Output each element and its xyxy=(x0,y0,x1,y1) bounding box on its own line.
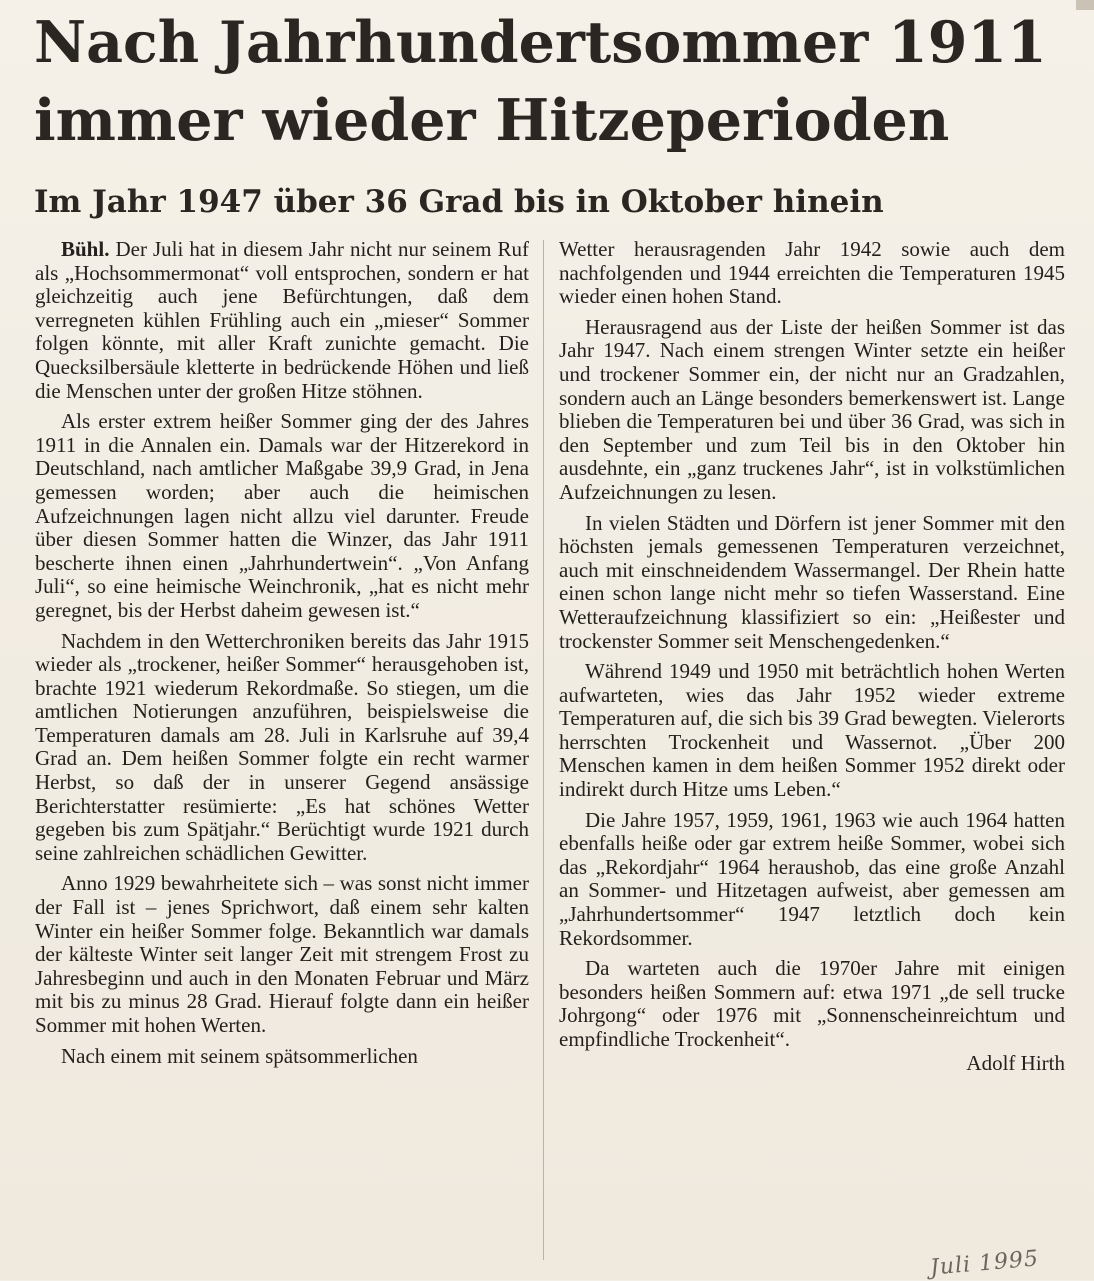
headline-line-2: immer wieder Hitzeperioden xyxy=(34,87,950,154)
headline xyxy=(34,4,1090,160)
paragraph-text: Der Juli hat in diesem Jahr nicht nur seinem Ruf als „Hochsommermonat“ voll entsprochen, sondern er hat gleichzeitig auch jene Befürchtungen, daß dem verregneten kühlen Frühling auch ein „mieser“ Sommer folgen könnte, mit aller Kraft zunichte gemacht. Die Quecksilbersäule kletterte in bedrückende Höhen und ließ die Menschen unter der großen Hitze stöhnen. xyxy=(35,237,529,403)
paragraph xyxy=(35,238,529,403)
paragraph: In vielen Städten und Dörfern ist jener Sommer mit den höchsten jemals gemessenen Temperaturen verzeichnet, auch mit einschneidendem Wassermangel. Der Rhein hatte einen schon lange nicht mehr so tiefen Wasserstand. Eine Wetteraufzeichnung klassifiziert so ein: „Heißester und trockenster Sommer seit Menschengedenken.“ xyxy=(559,510,1065,653)
left-column xyxy=(35,238,529,1068)
paragraph: Anno 1929 bewahrheitete sich – was sonst nicht immer der Fall ist – jenes Sprichwort, daß einem sehr kalten Winter ein heißer Sommer folge. Bekanntlich war damals der kälteste Winter seit langer Zeit mit strengem Frost zu Jahresbeginn und auch in den Monaten Februar und März mit bis zu minus 28 Grad. Hierauf folgte dann ein heißer Sommer mit hohen Werten. xyxy=(35,871,529,1037)
author-name: Adolf Hirth xyxy=(966,1050,1065,1075)
paragraph: Als erster extrem heißer Sommer ging der des Jahres 1911 in die Annalen ein. Damals war der Hitzerekord in Deutschland, nach amtlicher Maßgabe 39,9 Grad, in Jena gemessen worden; aber auch die heimischen Aufzeichnungen lagen nicht allzu viel darunter. Freude über diesen Sommer hatten die Winzer, das Jahr 1911 bescherte ihnen einen „Jahrhundertwein“. „Von Anfang Juli“, so eine heimische Weinchronik, „hat es nicht mehr geregnet, bis der Herbst daheim gewesen ist.“ xyxy=(35,409,529,622)
byline xyxy=(559,1052,1065,1076)
column-divider xyxy=(543,240,544,1260)
paragraph-continuation: Wetter herausragenden Jahr 1942 sowie auch dem nachfolgenden und 1944 erreichten die Temperaturen 1945 wieder einen hohen Stand. xyxy=(559,237,1065,309)
paragraph: Während 1949 und 1950 mit beträchtlich hohen Werten aufwarteten, wies das Jahr 1952 wieder extreme Temperaturen auf, die sich bis 39 Grad bewegten. Vielerorts herrschten Trockenheit und Wassernot. „Über 200 Menschen kamen in dem heißen Sommer 1952 direkt oder indirekt durch Hitze ums Leben.“ xyxy=(559,659,1065,802)
paragraph: Da warteten auch die 1970er Jahre mit einigen besonders heißen Sommern auf: etwa 1971 „de sell trucke Johrgong“ oder 1976 mit „Sonnenscheinreichtum und empfindliche Trockenheit“. xyxy=(559,956,1065,1051)
paragraph: Herausragend aus der Liste der heißen Sommer ist das Jahr 1947. Nach einem strengen Winter setzte ein heißer und trockener Sommer ein, der nicht nur an Gradzahlen, sondern auch an Länge besonders bemerkenswert ist. Lange blieben die Temperaturen bei und über 36 Grad, was sich in den September und zum Teil bis in den Oktober hin ausdehnte, ein „ganz truckenes Jahr“, ist in volkstümlichen Aufzeichnungen zu lesen. xyxy=(559,314,1065,504)
paragraph: Nachdem in den Wetterchroniken bereits das Jahr 1915 wieder als „trockener, heißer Sommer“ herausgehoben ist, brachte 1921 wiederum Rekordmaße. So stiegen, um die amtlichen Notierungen anzuführen, beispielsweise die Temperaturen damals am 28. Juli in Karlsruhe auf 39,4 Grad an. Dem heißen Sommer folgte ein recht warmer Herbst, so daß der in unserer Gegend ansässige Berichterstatter resümierte: „Es hat schönes Wetter gegeben bis zum Spätjahr.“ Berüchtigt wurde 1921 durch seine zahlreichen schädlichen Gewitter. xyxy=(35,628,529,865)
paragraph: Nach einem mit seinem spätsommerlichen xyxy=(61,1043,418,1068)
dateline: Bühl. xyxy=(61,237,110,261)
subheadline: Im Jahr 1947 über 36 Grad bis in Oktober hinein xyxy=(34,184,884,220)
headline-line-1: Nach Jahrhundertsommer 1911 xyxy=(34,9,1047,76)
paragraph: Die Jahre 1957, 1959, 1961, 1963 wie auch 1964 hatten ebenfalls heiße oder gar extrem heiße Sommer, wobei sich das „Rekordjahr“ 1964 heraushob, das eine große Anzahl an Sommer- und Hitzetagen aufweist, aber gemessen am „Jahrhundertsommer“ 1947 letztlich doch kein Rekordsommer. xyxy=(559,807,1065,950)
handwritten-date-note: Juli 1995 xyxy=(929,1246,1040,1281)
right-column xyxy=(559,238,1065,1075)
